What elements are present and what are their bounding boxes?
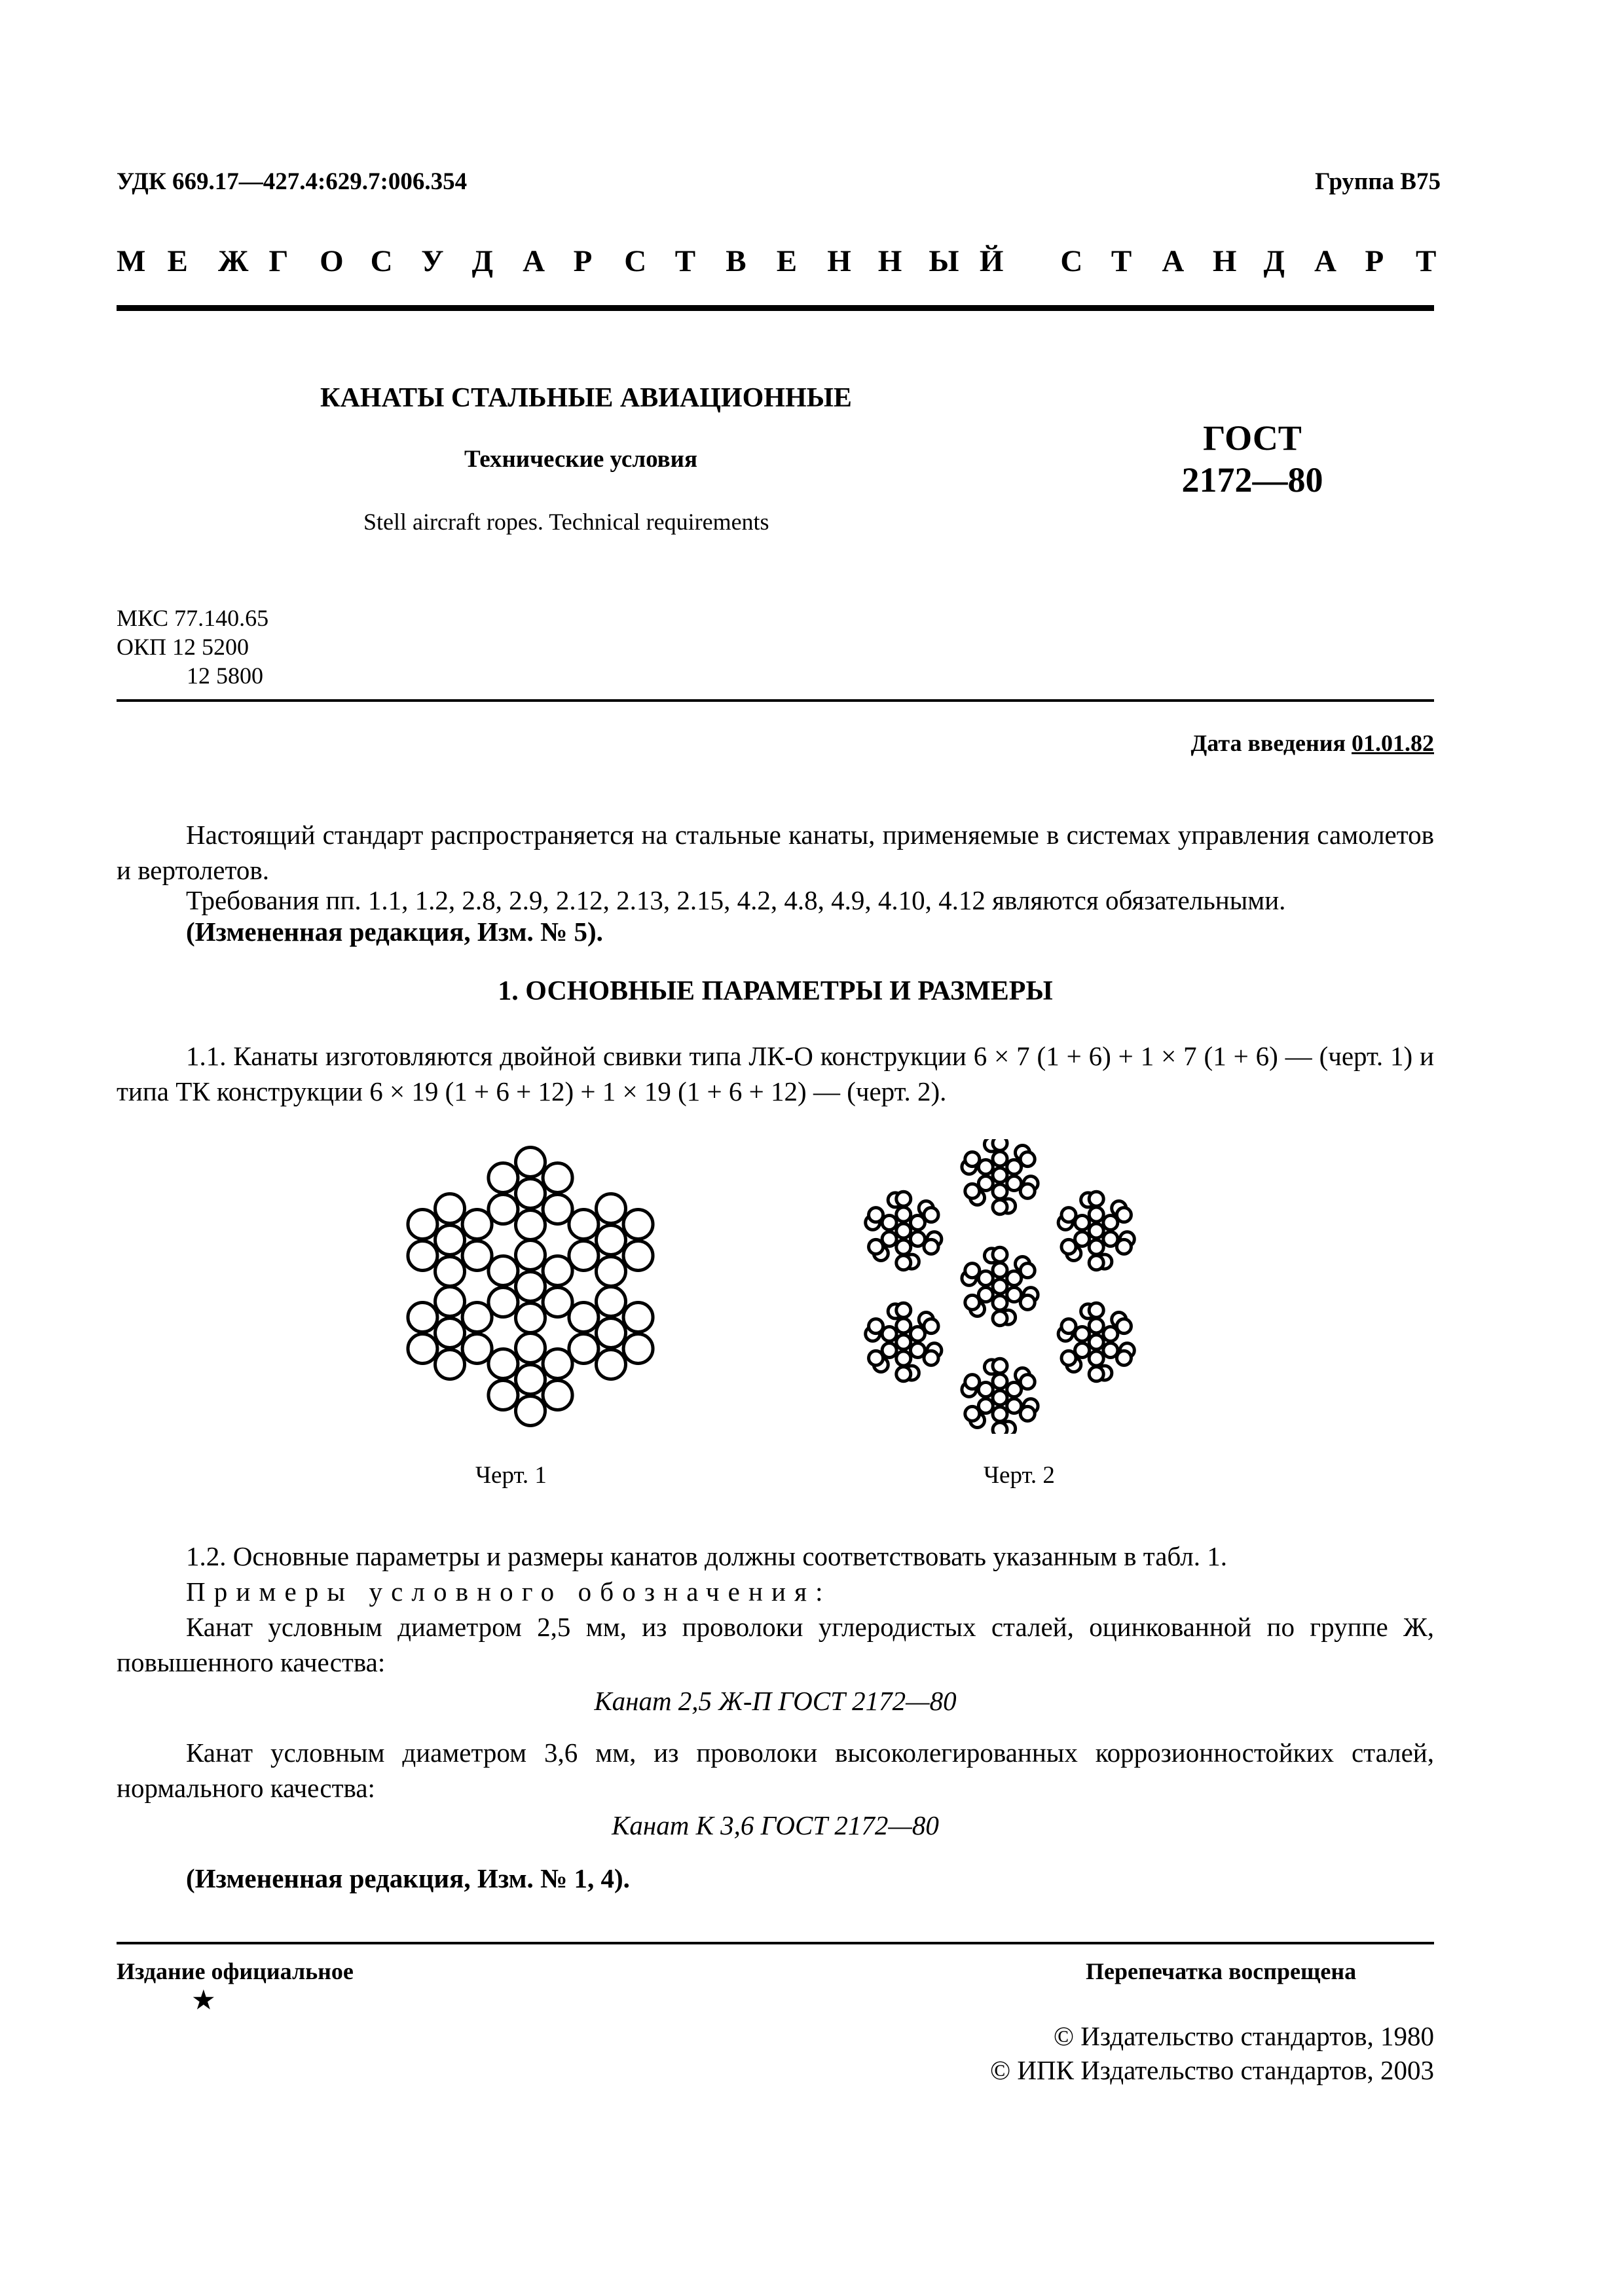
banner-letter: Т [1416,244,1437,278]
figure-1-rope-7x7 [367,1139,694,1434]
banner-letter: С [370,244,393,278]
wire-circle [516,1179,545,1209]
wire-circle [896,1367,911,1381]
wire-circle [516,1303,545,1333]
wire-circle [1020,1375,1035,1389]
section-amendment: (Измененная редакция, Изм. № 1, 4). [186,1863,630,1893]
official-edition: Издание официальное [117,1958,354,1984]
wire-circle [1116,1208,1131,1222]
intro-amendment: (Измененная редакция, Изм. № 5). [186,917,603,947]
wire-circle [993,1139,1007,1150]
wire-circle [965,1264,980,1278]
okp-code-1: ОКП 12 5200 [117,634,249,660]
wire-circle [543,1381,572,1410]
wire-circle [1089,1207,1103,1222]
wire-circle [978,1399,993,1413]
banner-letter: О [320,244,344,278]
banner-letter: С [1060,244,1083,278]
wire-circle [1061,1351,1076,1365]
wire-circle [1007,1176,1022,1191]
wire-circle [965,1295,980,1309]
wire-circle [623,1303,653,1332]
wire-circle [1007,1383,1022,1397]
okp-code-2: 12 5800 [187,663,263,689]
banner-letter: А [1162,244,1185,278]
wire-circle [516,1334,545,1363]
wire-circle [896,1224,911,1238]
wire-circle [993,1374,1007,1389]
document-subtitle: Технические условия [464,446,697,473]
wire-circle [882,1327,896,1341]
wire-circle [516,1365,545,1394]
figure-2-rope-7x19 [820,1139,1180,1434]
wire-circle [1020,1152,1035,1167]
wire-circle [882,1232,896,1247]
wire-circle [408,1334,437,1364]
wire-circle [623,1210,653,1239]
wire-circle [596,1350,625,1379]
wire-circle [435,1350,465,1379]
wire-circle [1089,1367,1103,1381]
wire-circle [408,1210,437,1239]
mks-code: МКС 77.140.65 [117,605,269,631]
wire-circle [1007,1399,1022,1413]
wire-circle [978,1288,993,1302]
wire-circle [882,1343,896,1358]
banner-letter: Н [877,244,902,278]
wire-circle [569,1241,599,1271]
wire-circle [896,1319,911,1333]
wire-circle [1089,1192,1103,1206]
wire-circle [1089,1256,1103,1270]
wire-circle [1116,1351,1131,1365]
wire-circle [1020,1264,1035,1278]
figure-2-caption: Черт. 2 [984,1462,1055,1489]
wire-circle [993,1184,1007,1199]
udk-code: УДК 669.17—427.4:629.7:006.354 [117,168,468,195]
wire-circle [435,1287,465,1317]
wire-circle [1103,1232,1118,1247]
wire-circle [993,1152,1007,1166]
wire-circle [488,1288,518,1317]
wire-circle [1075,1327,1090,1341]
english-title: Stell aircraft ropes. Technical requirements [363,509,769,535]
standard-banner [117,244,1437,283]
banner-letter: Т [1111,244,1132,278]
codes-rule [117,699,1434,702]
document-title: КАНАТЫ СТАЛЬНЫЕ АВИАЦИОННЫЕ [320,383,852,413]
wire-circle [869,1239,883,1254]
wire-circle [435,1226,465,1255]
wire-circle [435,1257,465,1286]
wire-circle [516,1272,545,1302]
paragraph-1-1: 1.1. Канаты изготовляются двойной свивки типа ЛК-О конструкции 6 × 7 (1 + 6) + 1 × 7 (1 + 6) — (черт. 1) и типа ТК конструкции 6 × 19 (1 + 6 + 12) + 1 × 19 (1 + 6 + 12) — (черт. 2). [117,1041,1434,1106]
header-rule [117,305,1434,311]
banner-letter: Д [471,244,493,278]
wire-circle [488,1349,518,1379]
banner-letter: Т [674,244,696,278]
wire-circle [1089,1319,1103,1333]
group-code: Группа В75 [1315,168,1441,195]
wire-circle [1075,1343,1090,1358]
wire-circle [924,1351,938,1365]
wire-circle [1020,1406,1035,1421]
banner-letter: Н [1212,244,1237,278]
wire-circle [896,1256,911,1270]
wire-circle [1020,1184,1035,1198]
wire-circle [869,1351,883,1365]
wire-circle [896,1240,911,1254]
wire-circle [596,1319,625,1348]
wire-circle [1089,1224,1103,1238]
wire-circle [488,1256,518,1286]
wire-circle [896,1303,911,1317]
wire-circle [924,1208,938,1222]
wire-circle [462,1334,492,1364]
wire-circle [993,1423,1007,1434]
introduction-date [1191,729,1435,757]
banner-letter: Г [268,244,289,278]
example-2-text: Канат условным диаметром 3,6 мм, из проволоки высоколегированных коррозионностойких сталей, нормального качества: [117,1738,1434,1803]
wire-circle [1007,1271,1022,1286]
wire-circle [993,1200,1007,1214]
wire-circle [965,1406,980,1421]
wire-circle [978,1160,993,1175]
wire-circle [896,1207,911,1222]
wire-circle [596,1257,625,1286]
wire-circle [516,1396,545,1426]
wire-circle [516,1241,545,1270]
banner-letter: М [117,244,146,278]
intro-paragraph-1: Настоящий стандарт распространяется на стальные канаты, применяемые в системах управления самолетов и вертолетов. [117,820,1434,885]
wire-circle [516,1211,545,1240]
wire-circle [1116,1239,1131,1254]
wire-circle [924,1319,938,1334]
wire-circle [488,1195,518,1224]
copyright-2003: © ИПК Издательство стандартов, 2003 [989,2055,1434,2085]
wire-circle [1103,1216,1118,1230]
banner-letter: А [523,244,545,278]
wire-circle [993,1247,1007,1262]
wire-circle [1089,1335,1103,1349]
banner-letter: С [624,244,647,278]
wire-circle [569,1303,599,1332]
date-value: 01.01.82 [1352,730,1434,756]
wire-circle [910,1232,925,1247]
wire-circle [1103,1327,1118,1341]
wire-circle [543,1163,572,1193]
banner-letter: А [1314,244,1336,278]
example-1-text: Канат условным диаметром 2,5 мм, из проволоки углеродистых сталей, оцинкованной по группе Ж, повышенного качества: [117,1612,1434,1677]
no-reprint-notice: Перепечатка воспрещена [1086,1958,1357,1984]
wire-circle [569,1334,599,1364]
banner-letter: Ы [929,244,959,278]
wire-circle [462,1241,492,1271]
banner-letter: Н [827,244,851,278]
wire-circle [965,1184,980,1198]
wire-circle [1089,1240,1103,1254]
wire-circle [924,1239,938,1254]
wire-circle [569,1210,599,1239]
wire-circle [1061,1239,1076,1254]
wire-circle [596,1226,625,1255]
wire-circle [1075,1232,1090,1247]
footer-rule [117,1942,1434,1944]
wire-circle [623,1241,653,1271]
wire-circle [869,1319,883,1334]
gost-number: 2172—80 [1181,460,1323,500]
wire-circle [543,1349,572,1379]
date-label: Дата введения [1190,730,1346,756]
wire-circle [596,1287,625,1317]
wire-circle [869,1208,883,1222]
wire-circle [1007,1160,1022,1175]
wire-circle [965,1375,980,1389]
banner-letter: Й [979,244,1004,278]
section-heading: 1. ОСНОВНЫЕ ПАРАМЕТРЫ И РАЗМЕРЫ [498,976,1053,1006]
wire-circle [408,1303,437,1332]
wire-circle [435,1319,465,1348]
wire-circle [978,1383,993,1397]
wire-circle [462,1210,492,1239]
wire-circle [993,1168,1007,1182]
intro-paragraph-2: Требования пп. 1.1, 1.2, 2.8, 2.9, 2.12, 2.13, 2.15, 4.2, 4.8, 4.9, 4.10, 4.12 являются обязательными. [186,885,1286,915]
wire-circle [1089,1303,1103,1317]
wire-circle [910,1343,925,1358]
banner-letter: Р [1365,244,1384,278]
wire-circle [516,1148,545,1177]
wire-circle [596,1194,625,1224]
wire-circle [1061,1208,1076,1222]
figure-1-caption: Черт. 1 [475,1462,547,1489]
wire-circle [993,1407,1007,1421]
wire-circle [896,1351,911,1366]
wire-circle [896,1192,911,1206]
wire-circle [1103,1343,1118,1358]
wire-circle [1075,1216,1090,1230]
wire-circle [993,1311,1007,1326]
example-1-code: Канат 2,5 Ж-П ГОСТ 2172—80 [594,1686,957,1716]
wire-circle [543,1195,572,1224]
wire-circle [910,1216,925,1230]
wire-circle [978,1271,993,1286]
wire-circle [978,1176,993,1191]
wire-circle [993,1263,1007,1277]
banner-letter: Д [1263,244,1285,278]
banner-letter: Ж [218,244,249,278]
wire-circle [965,1152,980,1167]
wire-circle [543,1256,572,1286]
paragraph-1-2: 1.2. Основные параметры и размеры канатов должны соответствовать указанным в табл. 1. [186,1541,1227,1571]
wire-circle [488,1381,518,1410]
wire-circle [1116,1319,1131,1334]
wire-circle [993,1391,1007,1405]
copyright-1980: © Издательство стандартов, 1980 [1053,2021,1434,2051]
wire-circle [882,1216,896,1230]
banner-letter: Р [573,244,593,278]
wire-circle [896,1335,911,1349]
wire-circle [462,1303,492,1332]
wire-circle [488,1163,518,1193]
wire-circle [1061,1319,1076,1334]
star-icon: ★ [191,1986,216,2016]
banner-letter: У [421,244,444,278]
wire-circle [623,1334,653,1364]
wire-circle [435,1194,465,1224]
wire-circle [1020,1295,1035,1309]
wire-circle [1089,1351,1103,1366]
example-2-code: Канат К 3,6 ГОСТ 2172—80 [612,1810,939,1840]
banner-letter: Е [167,244,188,278]
wire-circle [910,1327,925,1341]
gost-label: ГОСТ [1203,418,1302,458]
wire-circle [1007,1288,1022,1302]
wire-circle [408,1241,437,1271]
wire-circle [993,1358,1007,1373]
wire-circle [543,1288,572,1317]
wire-circle [993,1279,1007,1294]
wire-circle [993,1296,1007,1310]
examples-label: Примеры условного обозначения: [186,1576,832,1607]
banner-letter: В [726,244,746,278]
banner-letter: Е [776,244,798,278]
